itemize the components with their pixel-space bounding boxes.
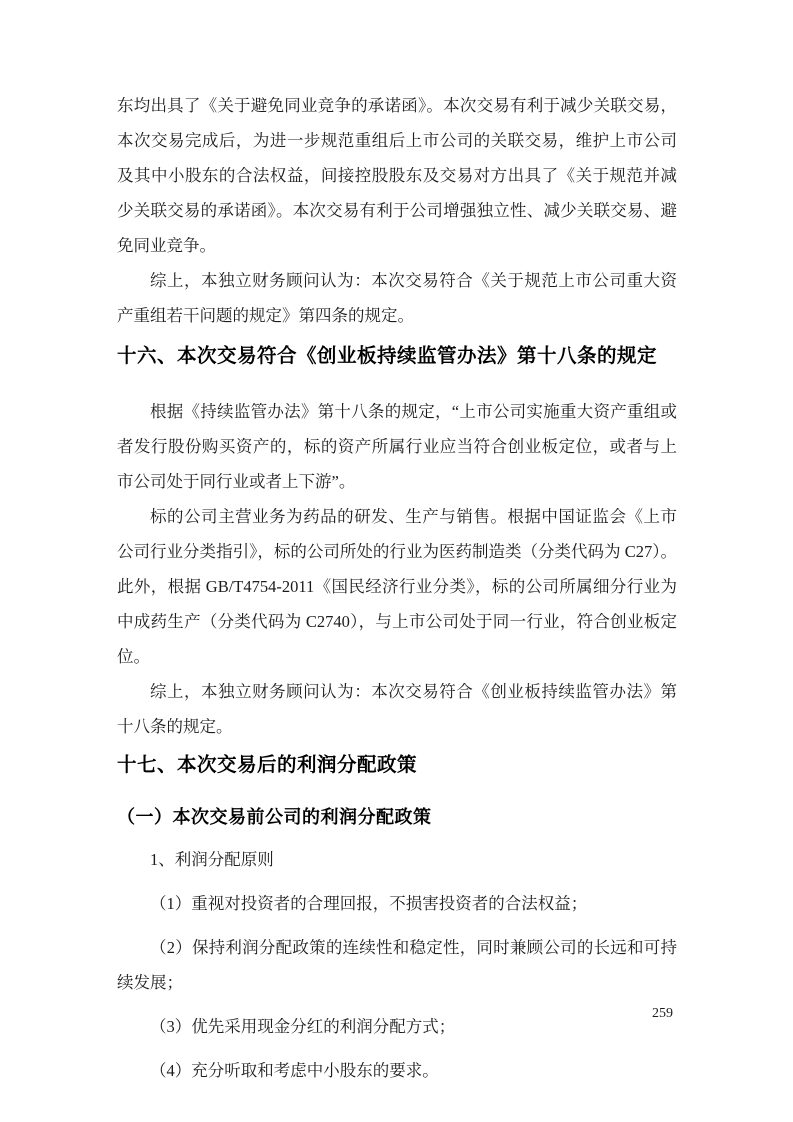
- list-item-principle-3: （3）优先采用现金分红的利润分配方式；: [150, 1017, 456, 1036]
- paragraph-section16-rule: 根据《持续监管办法》第十八条的规定，“上市公司实施重大资产重组或者发行股份购买资产的，标的资产所属行业应当符合创业板定位，或者与上市公司处于同行业或者上下游”。: [117, 402, 677, 491]
- paragraph-conclusion-section16: 综上，本独立财务顾问认为：本次交易符合《创业板持续监管办法》第十八条的规定。: [117, 682, 677, 736]
- list-item-principle-4: （4）充分听取和考虑中小股东的要求。: [150, 1061, 439, 1080]
- subsection-heading-17-1: （一）本次交易前公司的利润分配政策: [117, 807, 432, 827]
- paragraph-continuation: 东均出具了《关于避免同业竞争的承诺函》。本次交易有利于减少关联交易，本次交易完成后，为进一步规范重组后上市公司的关联交易，维护上市公司及其中小股东的合法权益，间接控股股东及交易对方出具了《关于规范并减少关联交易的承诺函》。本次交易有利于公司增强独立性、减少关联交易、避免同业竞争。: [117, 96, 677, 255]
- list-item-principle-title: 1、利润分配原则: [150, 850, 274, 869]
- section-heading-17: 十七、本次交易后的利润分配政策: [117, 754, 418, 776]
- list-item-principle-1: （1）重视对投资者的合理回报，不损害投资者的合法权益；: [150, 894, 588, 913]
- paragraph-section16-industry: 标的公司主营业务为药品的研发、生产与销售。根据中国证监会《上市公司行业分类指引》，标的公司所处的行业为医药制造类（分类代码为 C27）。此外，根据 GB/T4754-2011《国民经济行业分类》，标的公司所属细分行业为中成药生产（分类代码为 C2740），与上市公司处于同一行业，符合创业板定位。: [117, 507, 677, 666]
- paragraph-conclusion-section15: 综上，本独立财务顾问认为：本次交易符合《关于规范上市公司重大资产重组若干问题的规定》第四条的规定。: [117, 271, 677, 325]
- section-heading-16: 十六、本次交易符合《创业板持续监管办法》第十八条的规定: [117, 345, 658, 367]
- document-body: [117, 88, 677, 1088]
- page-number: 259: [652, 1006, 673, 1021]
- list-item-principle-2: （2）保持利润分配政策的连续性和稳定性，同时兼顾公司的长远和可持续发展；: [117, 938, 677, 992]
